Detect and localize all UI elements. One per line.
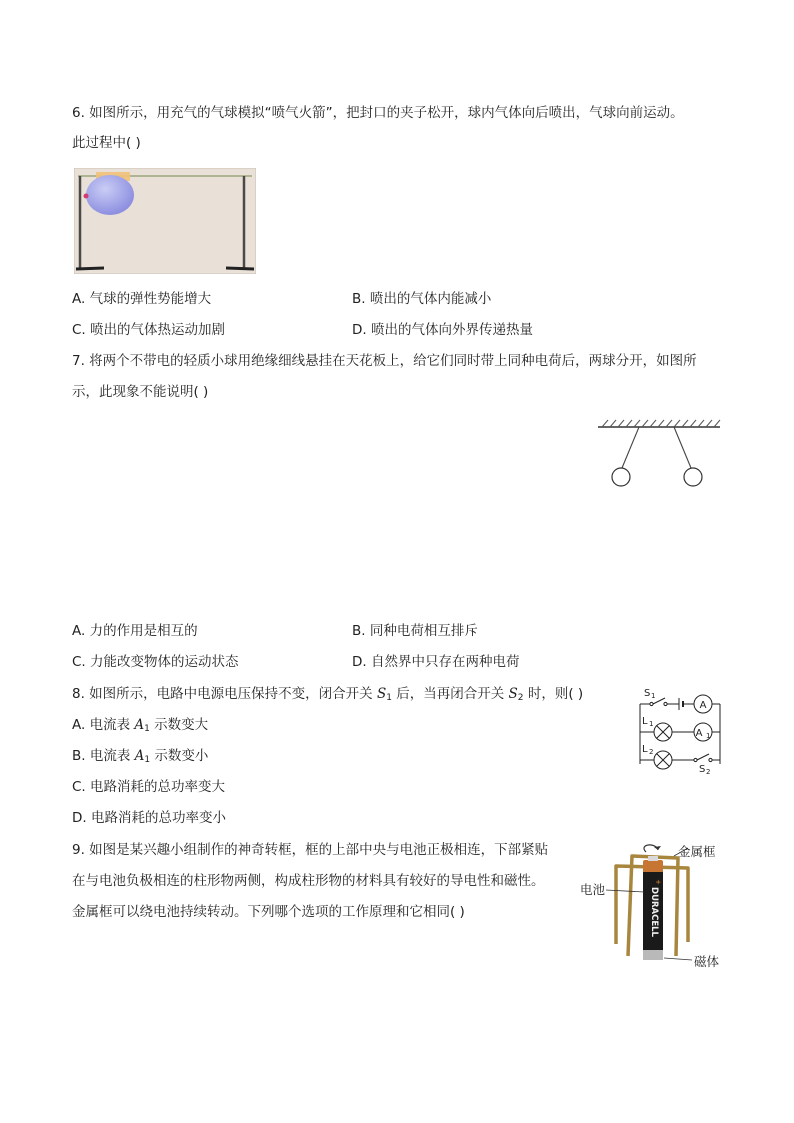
svg-text:S: S	[644, 688, 651, 699]
q7-stem-line1: 7. 将两个不带电的轻质小球用绝缘细线悬挂在天花板上，给它们同时带上同种电荷后，两球分开，如图所	[72, 353, 697, 369]
q8-circuit-diagram	[636, 684, 728, 776]
q9-rotating-frame-photo	[576, 838, 726, 974]
svg-text:电池: 电池	[580, 882, 606, 897]
q6-stem-line2: 此过程中( )	[72, 135, 141, 151]
svg-text:1: 1	[649, 720, 654, 728]
balloon-shape	[86, 175, 134, 215]
svg-text:1: 1	[651, 692, 656, 700]
q9-stem-line3: 金属框可以绕电池持续转动。下列哪个选项的工作原理和它相同( )	[72, 904, 465, 920]
q7-stem-line2: 示，此现象不能说明( )	[72, 384, 209, 400]
svg-text:1: 1	[706, 732, 711, 740]
q8-option-b: B. 电流表 $A_1$ 示数变小	[72, 748, 209, 765]
q8-stem: 8. 如图所示，电路中电源电压保持不变，闭合开关 $S_1$ 后，当再闭合开关 $S_2$ 时，则( )	[72, 686, 584, 703]
left-ball	[612, 468, 630, 486]
q7-option-a: A. 力的作用是相互的	[72, 623, 198, 639]
svg-text:L: L	[642, 716, 648, 727]
q8-option-c: C. 电路消耗的总功率变大	[72, 779, 226, 795]
svg-text:磁体: 磁体	[694, 954, 720, 969]
svg-text:L: L	[642, 744, 648, 755]
q6-balloon-rocket-photo	[74, 168, 256, 274]
svg-text:DURACELL: DURACELL	[649, 887, 659, 937]
q7-option-d: D. 自然界中只存在两种电荷	[352, 654, 520, 670]
svg-text:A: A	[695, 728, 703, 739]
svg-text:金属框: 金属框	[678, 844, 716, 859]
right-ball	[684, 468, 702, 486]
q7-option-c: C. 力能改变物体的运动状态	[72, 654, 239, 670]
svg-text:2: 2	[649, 748, 654, 756]
q6-option-c: C. 喷出的气体热运动加剧	[72, 322, 226, 338]
svg-text:2: 2	[706, 768, 711, 776]
q8-option-a: A. 电流表 $A_1$ 示数变大	[72, 717, 209, 734]
svg-text:+: +	[654, 879, 662, 885]
q7-option-b: B. 同种电荷相互排斥	[352, 623, 478, 639]
q9-stem-line2: 在与电池负极相连的柱形物两侧，构成柱形物的材料具有较好的导电性和磁性。	[72, 873, 545, 889]
q6-option-d: D. 喷出的气体向外界传递热量	[352, 322, 533, 338]
q9-stem-line1: 9. 如图是某兴趣小组制作的神奇转框，框的上部中央与电池正极相连，下部紧贴	[72, 842, 549, 858]
svg-text:A: A	[699, 700, 707, 711]
q6-option-a: A. 气球的弹性势能增大	[72, 291, 212, 307]
svg-text:S: S	[699, 764, 706, 775]
q8-option-d: D. 电路消耗的总功率变小	[72, 810, 226, 826]
q7-charged-balls-diagram	[596, 416, 722, 490]
q6-option-b: B. 喷出的气体内能减小	[352, 291, 492, 307]
q6-stem-line1: 6. 如图所示，用充气的气球模拟“喷气火箭”，把封口的夹子松开，球内气体向后喷出，气球向前运动。	[72, 105, 684, 121]
